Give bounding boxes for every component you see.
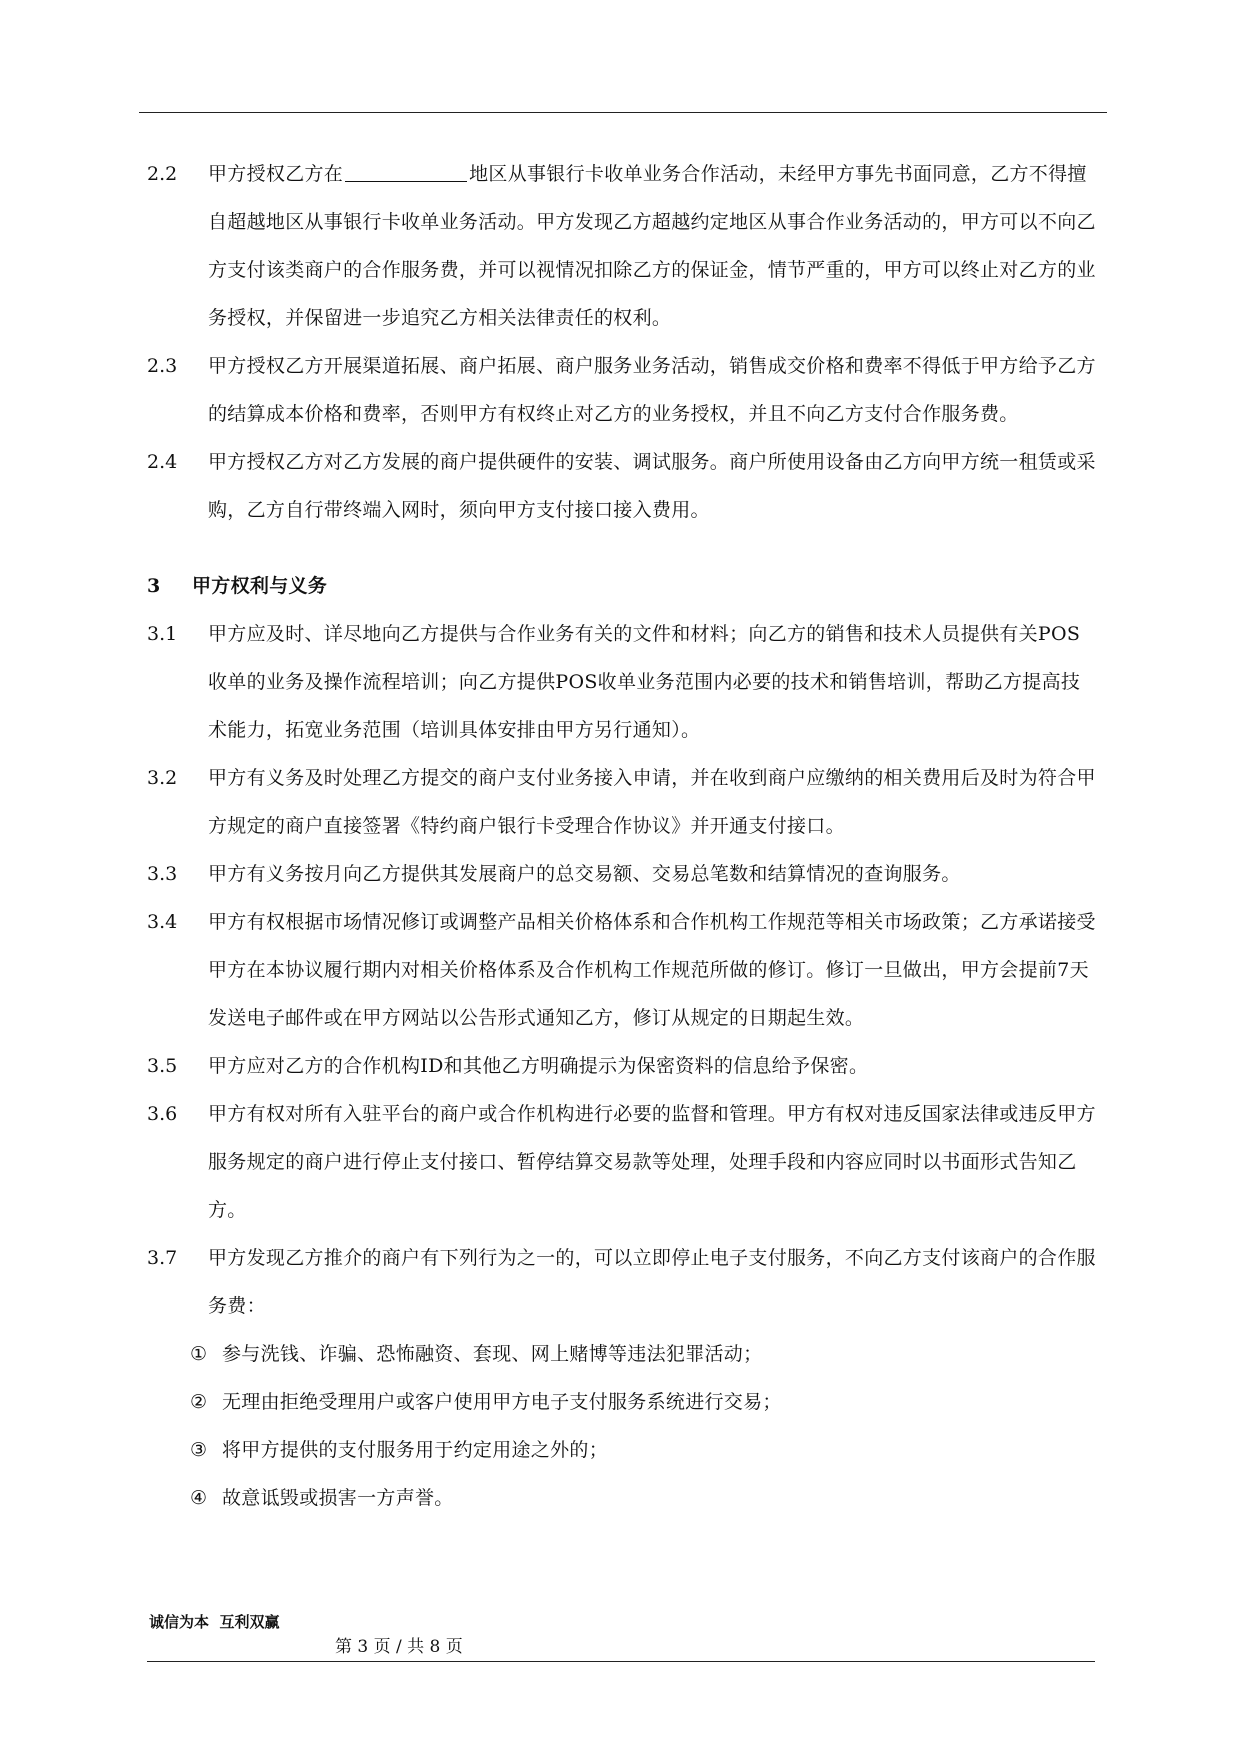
sub-item-mark: ④ [190, 1487, 208, 1509]
region-blank [345, 159, 467, 182]
clause-text-pre: 甲方授权乙方在 [208, 163, 344, 185]
clause-number: 3.7 [147, 1247, 178, 1269]
header-rule [139, 112, 1107, 113]
clause-text [208, 150, 1097, 342]
clause-number: 2.2 [147, 163, 178, 185]
clause-text: 甲方有义务按月向乙方提供其发展商户的总交易额、交易总笔数和结算情况的查询服务。 [208, 863, 961, 885]
clause-number: 3.6 [147, 1103, 178, 1125]
sub-item-text: 将甲方提供的支付服务用于约定用途之外的； [222, 1439, 609, 1461]
sub-item-text: 参与洗钱、诈骗、恐怖融资、套现、网上赌博等违法犯罪活动； [222, 1343, 763, 1365]
section-title: 甲方权利与义务 [192, 575, 328, 597]
clause-3-7 [147, 1234, 1097, 1330]
clause-3-5 [147, 1042, 1097, 1090]
clause-2-2 [147, 150, 1097, 342]
clause-3-3 [147, 850, 1097, 898]
sub-item-mark: ② [190, 1391, 208, 1413]
clause-3-2 [147, 754, 1097, 850]
clause-text: 甲方应及时、详尽地向乙方提供与合作业务有关的文件和材料；向乙方的销售和技术人员提供有关POS收单的业务及操作流程培训；向乙方提供POS收单业务范围内必要的技术和销售培训，帮助乙方提高技术能力，拓宽业务范围（培训具体安排由甲方另行通知）。 [208, 623, 1081, 741]
clause-number: 3.5 [147, 1055, 178, 1077]
footer-motto: 诚信为本 互利双赢 [149, 1613, 280, 1631]
clause-text: 甲方有义务及时处理乙方提交的商户支付业务接入申请，并在收到商户应缴纳的相关费用后及时为符合甲方规定的商户直接签署《特约商户银行卡受理合作协议》并开通支付接口。 [208, 767, 1096, 837]
sub-item-mark: ① [190, 1343, 208, 1365]
clause-number: 3.4 [147, 911, 178, 933]
clause-number: 3.3 [147, 863, 178, 885]
clause-text: 甲方应对乙方的合作机构ID和其他乙方明确提示为保密资料的信息给予保密。 [208, 1055, 869, 1077]
footer-rule [147, 1661, 1095, 1662]
clause-text: 甲方有权根据市场情况修订或调整产品相关价格体系和合作机构工作规范等相关市场政策；乙方承诺接受甲方在本协议履行期内对相关价格体系及合作机构工作规范所做的修订。修订一旦做出，甲方会提前7天发送电子邮件或在甲方网站以公告形式通知乙方，修订从规定的日期起生效。 [208, 911, 1096, 1029]
document-body [147, 150, 1097, 1522]
section-number: 3 [147, 575, 161, 597]
clause-text-post: 地区从事银行卡收单业务合作活动，未经甲方事先书面同意，乙方不得擅自超越地区从事银行卡收单业务活动。甲方发现乙方超越约定地区从事合作业务活动的，甲方可以不向乙方支付该类商户的合作服务费，并可以视情况扣除乙方的保证金，情节严重的，甲方可以终止对乙方的业务授权，并保留进一步追究乙方相关法律责任的权利。 [208, 163, 1096, 329]
sub-item [147, 1474, 1097, 1522]
clause-number: 2.3 [147, 355, 178, 377]
sub-item-mark: ③ [190, 1439, 208, 1461]
clause-text: 甲方授权乙方开展渠道拓展、商户拓展、商户服务业务活动，销售成交价格和费率不得低于甲方给予乙方的结算成本价格和费率，否则甲方有权终止对乙方的业务授权，并且不向乙方支付合作服务费。 [208, 355, 1096, 425]
sub-item [147, 1330, 1097, 1378]
section-heading [147, 562, 1097, 610]
clause-2-4 [147, 438, 1097, 534]
clause-3-1 [147, 610, 1097, 754]
clause-3-6 [147, 1090, 1097, 1234]
clause-2-3 [147, 342, 1097, 438]
clause-3-4 [147, 898, 1097, 1042]
page-number: 第 3 页 / 共 8 页 [335, 1637, 463, 1657]
clause-number: 3.1 [147, 623, 178, 645]
clause-text: 甲方有权对所有入驻平台的商户或合作机构进行必要的监督和管理。甲方有权对违反国家法律或违反甲方服务规定的商户进行停止支付接口、暂停结算交易款等处理，处理手段和内容应同时以书面形式告知乙方。 [208, 1103, 1096, 1221]
clause-text: 甲方发现乙方推介的商户有下列行为之一的，可以立即停止电子支付服务，不向乙方支付该商户的合作服务费： [208, 1247, 1096, 1317]
sub-item [147, 1426, 1097, 1474]
sub-item [147, 1378, 1097, 1426]
clause-number: 2.4 [147, 451, 178, 473]
clause-number: 3.2 [147, 767, 178, 789]
sub-item-text: 故意诋毁或损害一方声誉。 [222, 1487, 454, 1509]
sub-item-text: 无理由拒绝受理用户或客户使用甲方电子支付服务系统进行交易； [222, 1391, 782, 1413]
clause-text: 甲方授权乙方对乙方发展的商户提供硬件的安装、调试服务。商户所使用设备由乙方向甲方统一租赁或采购，乙方自行带终端入网时，须向甲方支付接口接入费用。 [208, 451, 1096, 521]
